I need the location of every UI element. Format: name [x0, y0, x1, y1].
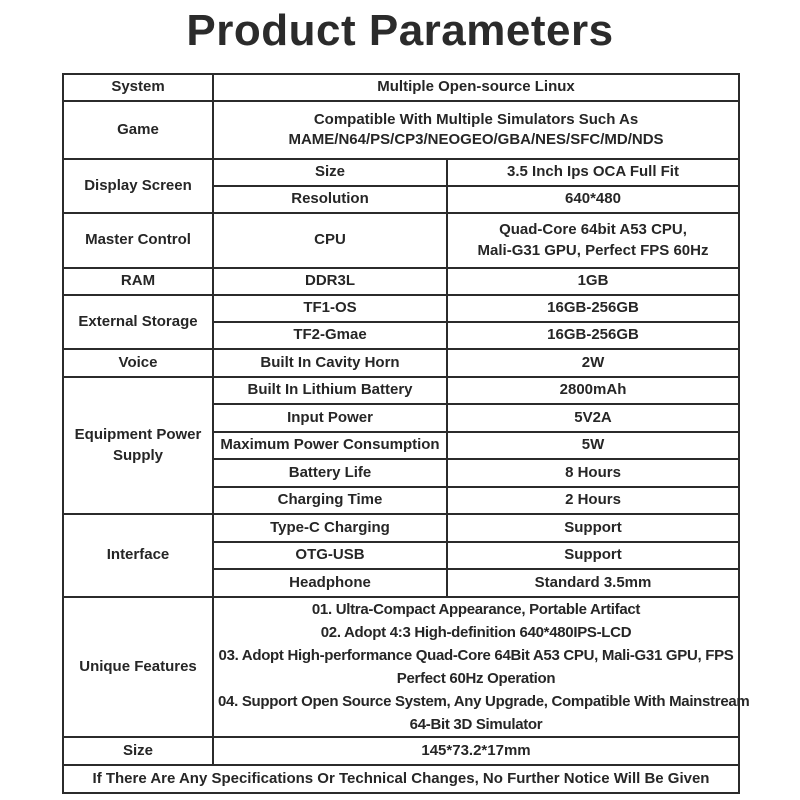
cpu-value-line1: Quad-Core 64bit A53 CPU,	[499, 221, 687, 239]
row-game	[63, 101, 739, 159]
cpu-name: CPU	[213, 213, 447, 268]
lithium-battery-name: Built In Lithium Battery	[213, 377, 447, 404]
row-voice	[63, 349, 739, 377]
row-power-battery	[63, 377, 739, 404]
voice-name: Built In Cavity Horn	[213, 349, 447, 377]
headphone-value: Standard 3.5mm	[447, 569, 739, 597]
feature-line-1: 01. Ultra-Compact Appearance, Portable Artifact	[311, 601, 641, 618]
footer-disclaimer: If There Are Any Specifications Or Technical Changes, No Further Notice Will Be Given	[63, 765, 739, 793]
row-interface-typec	[63, 514, 739, 542]
voice-label: Voice	[63, 349, 213, 377]
row-storage-tf1	[63, 295, 739, 322]
size-label: Size	[63, 737, 213, 765]
lithium-battery-value: 2800mAh	[447, 377, 739, 404]
charging-time-name: Charging Time	[213, 487, 447, 514]
cpu-value	[447, 213, 739, 268]
feature-line-5: 04. Support Open Source System, Any Upgrade, Compatible With Mainstream	[218, 693, 750, 710]
game-value-line1: Compatible With Multiple Simulators Such As	[313, 110, 639, 128]
interface-label: Interface	[63, 514, 213, 597]
unique-features-value	[213, 597, 750, 737]
row-system	[63, 74, 739, 101]
cpu-value-line2: Mali-G31 GPU, Perfect FPS 60Hz	[477, 241, 709, 259]
product-parameters-table	[62, 73, 750, 794]
display-size-value: 3.5 Inch Ips OCA Full Fit	[447, 159, 739, 186]
system-label: System	[63, 74, 213, 101]
battery-life-name: Battery Life	[213, 459, 447, 487]
max-power-name: Maximum Power Consumption	[213, 432, 447, 459]
master-control-label: Master Control	[63, 213, 213, 268]
game-value-line2: MAME/N64/PS/CP3/NEOGEO/GBA/NES/SFC/MD/NDS	[288, 131, 664, 148]
ram-label: RAM	[63, 268, 213, 295]
size-value: 145*73.2*17mm	[213, 737, 739, 765]
charging-time-value: 2 Hours	[447, 487, 739, 514]
battery-life-value: 8 Hours	[447, 459, 739, 487]
feature-line-4: Perfect 60Hz Operation	[396, 670, 556, 687]
display-resolution-value: 640*480	[447, 186, 739, 213]
otg-name: OTG-USB	[213, 542, 447, 569]
tf1-name: TF1-OS	[213, 295, 447, 322]
game-value	[213, 101, 739, 159]
row-display-size	[63, 159, 739, 186]
game-label: Game	[63, 101, 213, 159]
ram-name: DDR3L	[213, 268, 447, 295]
voice-value: 2W	[447, 349, 739, 377]
ram-value: 1GB	[447, 268, 739, 295]
tf2-name: TF2-Gmae	[213, 322, 447, 349]
external-storage-label: External Storage	[63, 295, 213, 349]
power-supply-label: Equipment Power Supply	[63, 377, 213, 514]
row-ram	[63, 268, 739, 295]
display-resolution-name: Resolution	[213, 186, 447, 213]
page-title: Product Parameters	[186, 6, 614, 55]
tf1-value: 16GB-256GB	[447, 295, 739, 322]
feature-line-6: 64-Bit 3D Simulator	[409, 716, 543, 733]
feature-line-2: 02. Adopt 4:3 High-definition 640*480IPS-LCD	[320, 624, 632, 641]
typec-value: Support	[447, 514, 739, 542]
input-power-name: Input Power	[213, 404, 447, 432]
system-value: Multiple Open-source Linux	[213, 74, 739, 101]
otg-value: Support	[447, 542, 739, 569]
headphone-name: Headphone	[213, 569, 447, 597]
display-screen-label: Display Screen	[63, 159, 213, 213]
typec-name: Type-C Charging	[213, 514, 447, 542]
row-size	[63, 737, 739, 765]
tf2-value: 16GB-256GB	[447, 322, 739, 349]
unique-features-label: Unique Features	[63, 597, 213, 737]
row-unique-features	[63, 597, 739, 737]
max-power-value: 5W	[447, 432, 739, 459]
feature-line-3: 03. Adopt High-performance Quad-Core 64Bit A53 CPU, Mali-G31 GPU, FPS	[218, 647, 734, 664]
row-footer	[63, 765, 739, 793]
display-size-name: Size	[213, 159, 447, 186]
input-power-value: 5V2A	[447, 404, 739, 432]
row-master-control	[63, 213, 739, 268]
